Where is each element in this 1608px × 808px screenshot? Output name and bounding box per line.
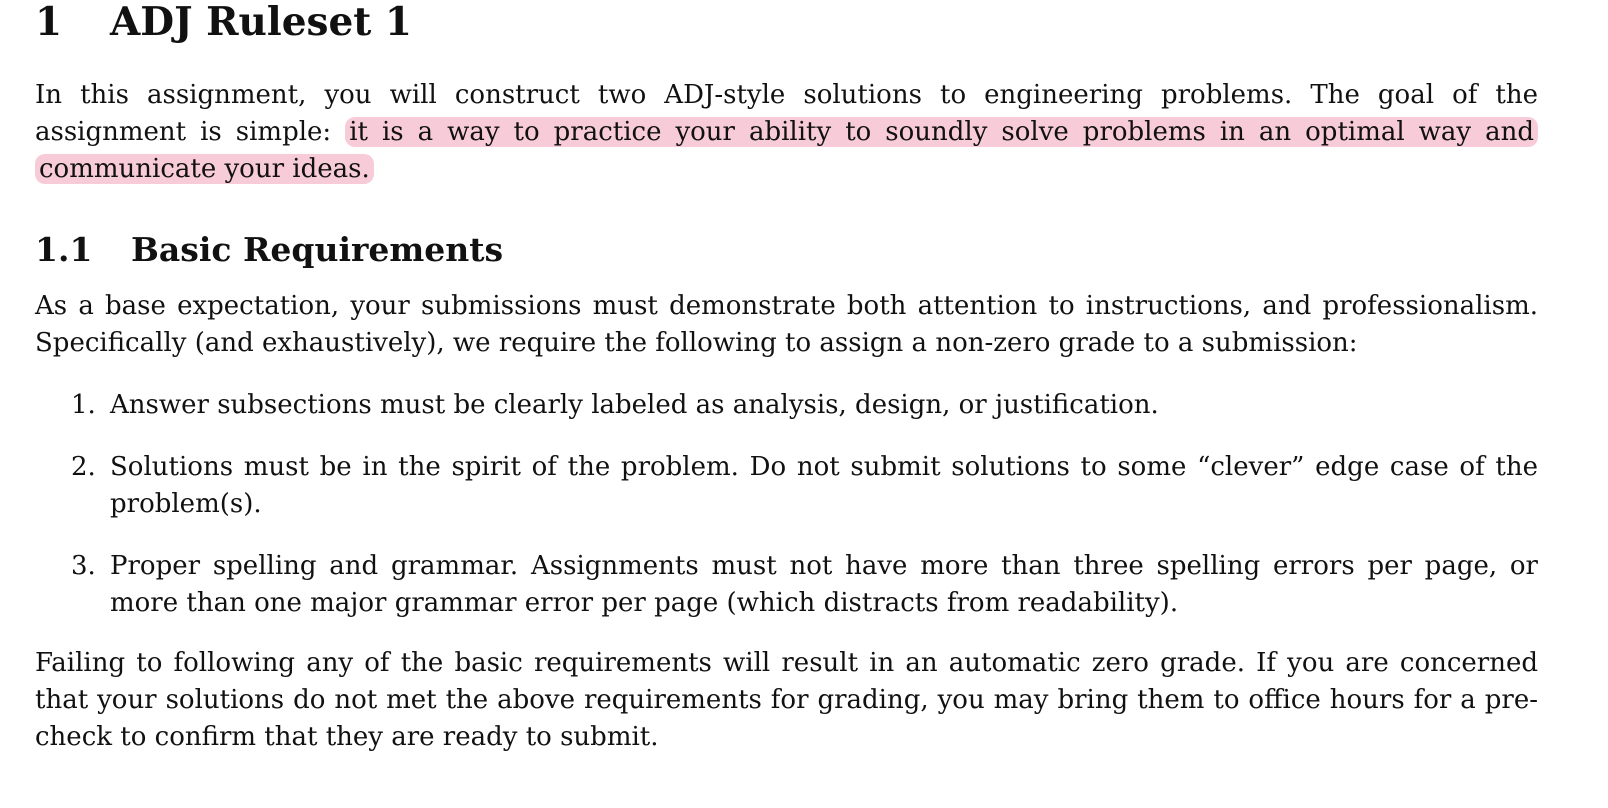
section-heading [35, 0, 1538, 44]
list-marker: 1. [71, 390, 96, 420]
intro-paragraph [35, 77, 1538, 188]
list-item [35, 449, 1538, 523]
list-item [35, 387, 1538, 424]
requirements-intro: As a base expectation, your submissions must demonstrate both attention to instructions, and professionalism. Specifically (and exhaustively), we require the following to assign a non-zero grade to a submission: [35, 291, 1538, 358]
subsection-title: Basic Requirements [131, 230, 504, 269]
list-item-text: Proper spelling and grammar. Assignments must not have more than three spelling errors per page, or more than one major grammar error per page (which distracts from readability). [110, 551, 1538, 618]
list-item-text: Answer subsections must be clearly labeled as analysis, design, or justification. [110, 390, 1159, 420]
closing-paragraph: Failing to following any of the basic requirements will result in an automatic zero grade. If you are concerned that your solutions do not met the above requirements for grading, you may bring them to office hours for a pre-check to confirm that they are ready to submit. [35, 648, 1538, 752]
list-item-text: Solutions must be in the spirit of the problem. Do not submit solutions to some “clever” edge case of the problem(s). [110, 452, 1538, 519]
list-marker: 2. [71, 452, 96, 482]
intro-text: In this assignment, you will construct two ADJ-style solutions to engineering problems. The goal of the assignment is simple: [35, 80, 1538, 147]
subsection-number: 1.1 [35, 230, 93, 269]
requirements-list [35, 387, 1538, 622]
intro-highlight[interactable]: it is a way to practice your ability to soundly solve problems in an optimal way and communicate your ideas. [35, 117, 1538, 184]
section-title: ADJ Ruleset 1 [110, 0, 413, 45]
section-number: 1 [35, 0, 63, 45]
subsection-heading [35, 230, 1538, 270]
list-item [35, 548, 1538, 622]
list-marker: 3. [71, 551, 96, 581]
